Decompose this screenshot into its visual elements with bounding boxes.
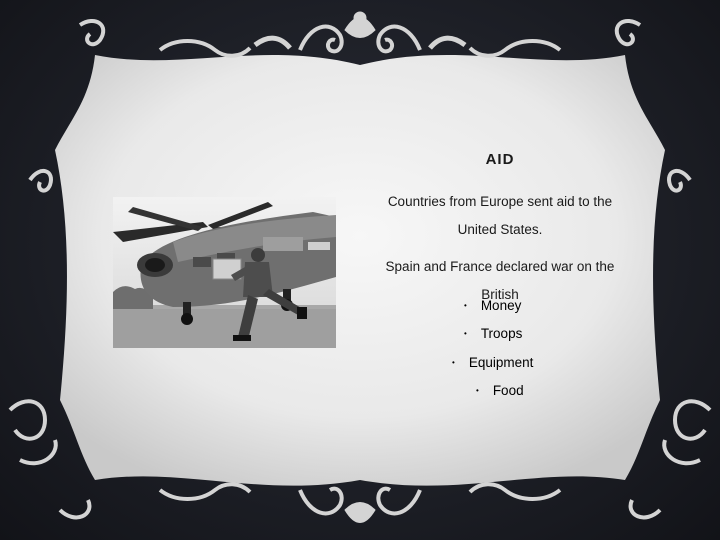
- bottom-ornament: [60, 484, 660, 522]
- slide-text: [380, 150, 620, 309]
- list-item: • Money: [464, 298, 522, 313]
- list-item: • Troops: [464, 326, 523, 341]
- list-item: • Equipment: [452, 355, 534, 370]
- top-ornament: [80, 12, 640, 56]
- paragraph-war: Spain and France declared war on the British: [385, 259, 615, 302]
- helicopter-soldier-photo-icon: [113, 197, 336, 348]
- list-item: • Food: [476, 383, 524, 398]
- paragraph-aid: Countries from Europe sent aid to the United States.: [387, 194, 613, 237]
- helicopter-photo: [113, 197, 336, 348]
- slide-title: AID: [485, 151, 515, 168]
